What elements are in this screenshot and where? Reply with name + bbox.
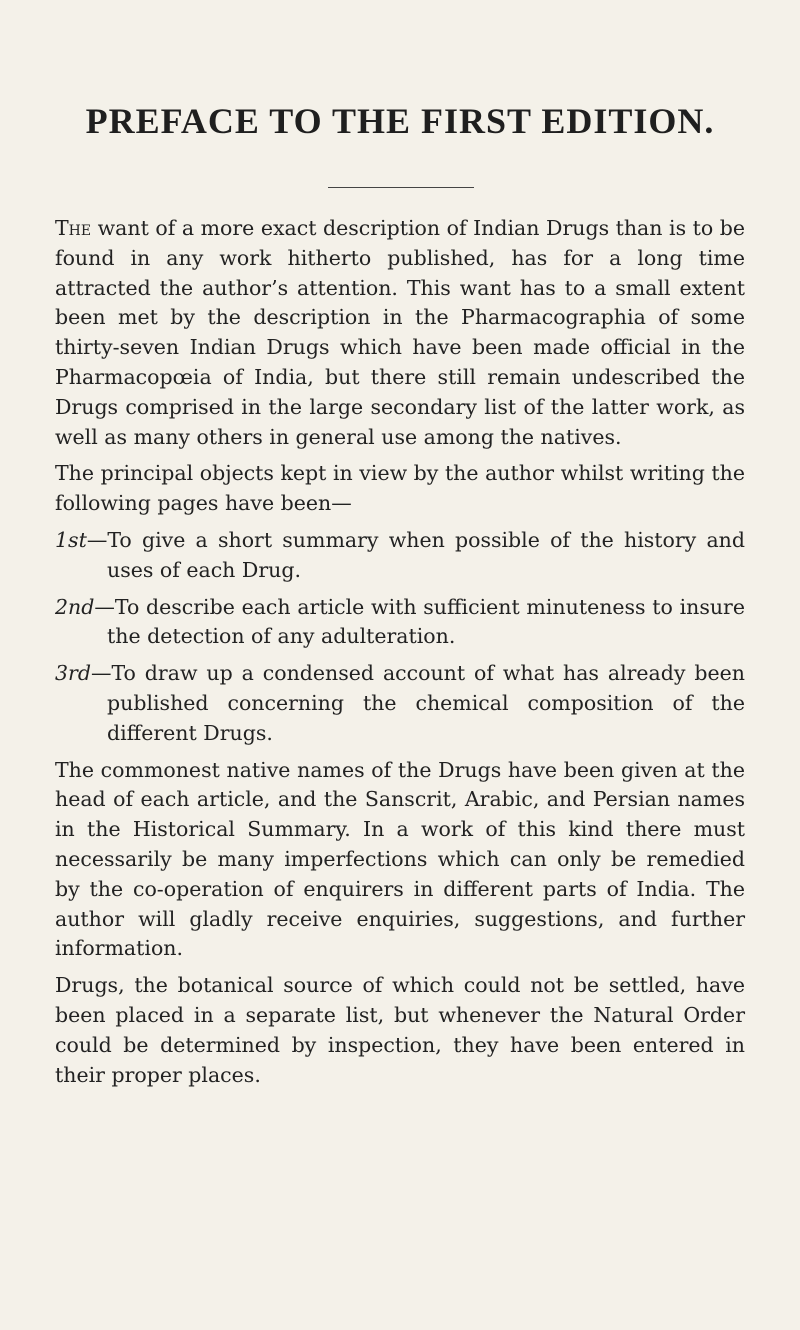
objects-item-1-text: —To give a short summary when possible of the history and uses of each Drug.: [86, 527, 745, 582]
page-title: PREFACE TO THE FIRST EDITION.: [85, 101, 715, 141]
objects-item-2-text: —To describe each article with sufficient minuteness to insure the detection of any adulteration.: [94, 594, 745, 649]
objects-item-2-number: 2nd: [55, 594, 95, 619]
objects-item-2: [55, 593, 745, 653]
objects-item-3-number: 3rd: [55, 661, 91, 686]
objects-item-1: [55, 526, 745, 586]
paragraph-1-lead: The: [55, 216, 92, 240]
paragraph-1-text: want of a more exact description of Indian Drugs than is to be found in any work hitherto published, has for a long time attracted the author’s attention. This want has to a small extent been met by the description in the Pharmacographia of some thirty-seven Indian Drugs which have been made official in the Pharmacopœia of India, but there still remain undescribed the Drugs comprised in the large secondary list of the latter work, as well as many others in general use among the natives.: [55, 216, 745, 449]
objects-item-3-text: —To draw up a condensed account of what has already been published concerning the chemical composition of the different Drugs.: [90, 661, 745, 745]
paragraph-1: [55, 214, 745, 452]
title-rule: [328, 187, 474, 188]
paragraph-4: Drugs, the botanical source of which could not be settled, have been placed in a separate list, but whenever the Natural Order could be determined by inspection, they have been entered in their proper places.: [55, 973, 745, 1087]
paragraph-2: The principal objects kept in view by the author whilst writing the following pages have been—: [55, 461, 745, 516]
objects-item-3: [55, 659, 745, 748]
objects-item-1-number: 1st: [55, 527, 87, 552]
preface-body: [55, 214, 745, 1097]
paragraph-3: The commonest native names of the Drugs have been given at the head of each article, and the Sanscrit, Arabic, and Persian names in the Historical Summary. In a work of this kind there must necessarily be many imperfections which can only be remedied by the co-operation of enquirers in different parts of India. The author will gladly receive enquiries, suggestions, and further information.: [55, 757, 745, 961]
